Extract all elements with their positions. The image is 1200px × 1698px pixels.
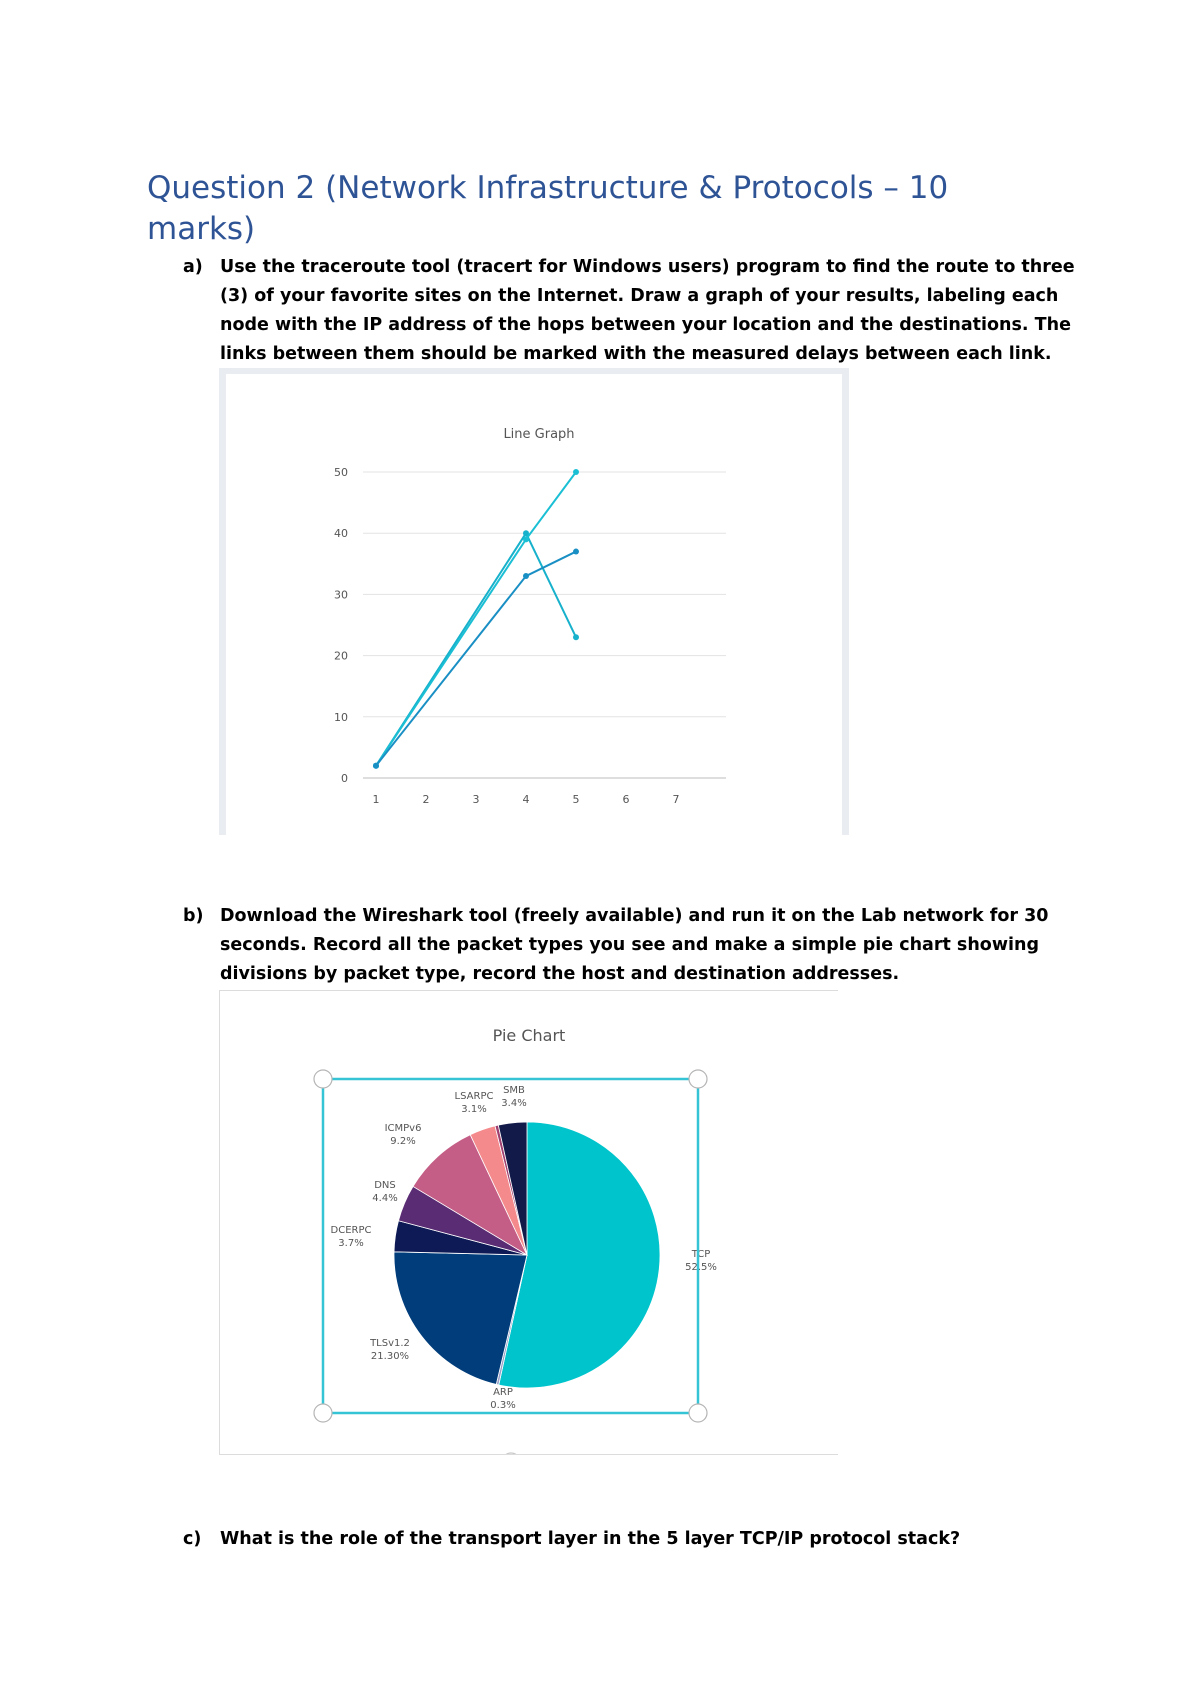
pie-chart-title: Pie Chart [492,1026,566,1045]
resize-handle [314,1404,332,1422]
slice-value-label: 21.30% [370,1351,410,1362]
slice-label: ARP [493,1387,513,1398]
slice-label: DNS [374,1180,396,1191]
y-tick-label: 20 [334,649,348,663]
resize-handle [314,1070,332,1088]
slice-label: ICMPv6 [384,1123,422,1134]
slice-value-label: 52.5% [685,1262,717,1273]
slice-value-label: 3.4% [501,1098,527,1109]
resize-handle [689,1404,707,1422]
series-line-2 [376,472,576,766]
question-a-text: Use the traceroute tool (tracert for Windows users) program to find the route to three (3) of your favorite sites on the Internet. Draw a graph of your results, labeling each node with the IP address of the hops between your location and the destinations. The links between them should be marked with the measured delays between each link. [220,257,1075,364]
y-tick-label: 50 [334,466,348,479]
y-tick-label: 0 [341,772,348,785]
y-tick-label: 40 [334,527,348,541]
slice-value-label: 4.4% [372,1193,398,1204]
slice-value-label: 9.2% [390,1136,416,1147]
data-point [573,469,579,475]
data-point [573,634,579,640]
question-b-label: b) [183,906,204,926]
slice-label: SMB [503,1085,525,1096]
pie-chart [220,991,838,1454]
line-graph-title: Line Graph [503,427,575,442]
question-c-label: c) [183,1529,202,1549]
data-point [373,763,379,769]
rotate-handle [502,1453,520,1454]
x-tick-label: 5 [572,793,580,806]
slice-label: LSARPC [454,1091,494,1102]
series-line-3 [376,552,576,766]
question-b [183,902,1083,989]
pie-chart-figure [219,990,838,1455]
question-c-text: What is the role of the transport layer in the 5 layer TCP/IP protocol stack? [220,1529,961,1549]
data-point [573,549,579,555]
question-a [183,253,1083,369]
x-tick-label: 3 [472,793,480,806]
slice-value-label: 3.1% [461,1104,487,1115]
line-graph-figure [219,368,849,835]
question-a-label: a) [183,257,203,277]
slice-value-label: 0.3% [490,1400,516,1411]
question-c [183,1525,1083,1554]
data-point [523,573,529,579]
resize-handle [689,1070,707,1088]
data-point [523,536,529,542]
y-tick-label: 30 [334,588,348,602]
line-graph-panel [226,374,842,835]
x-tick-label: 4 [522,793,530,806]
question-heading: Question 2 (Network Infrastructure & Protocols – 10 marks) [147,170,949,247]
series-line-1 [376,533,576,766]
x-tick-label: 1 [372,793,380,806]
x-tick-label: 7 [672,793,680,806]
slice-label: DCERPC [330,1225,372,1236]
y-tick-label: 10 [334,710,348,724]
x-tick-label: 2 [422,793,430,806]
line-graph [226,374,842,835]
slice-label: TLSv1.2 [370,1338,410,1349]
slice-value-label: 3.7% [338,1238,364,1249]
x-tick-label: 6 [622,793,630,806]
question-b-text: Download the Wireshark tool (freely available) and run it on the Lab network for 30 seconds. Record all the packet types you see and make a simple pie chart showing divisions by packet type, record the host and destination addresses. [220,906,1049,984]
slice-label: TCP [691,1249,711,1260]
